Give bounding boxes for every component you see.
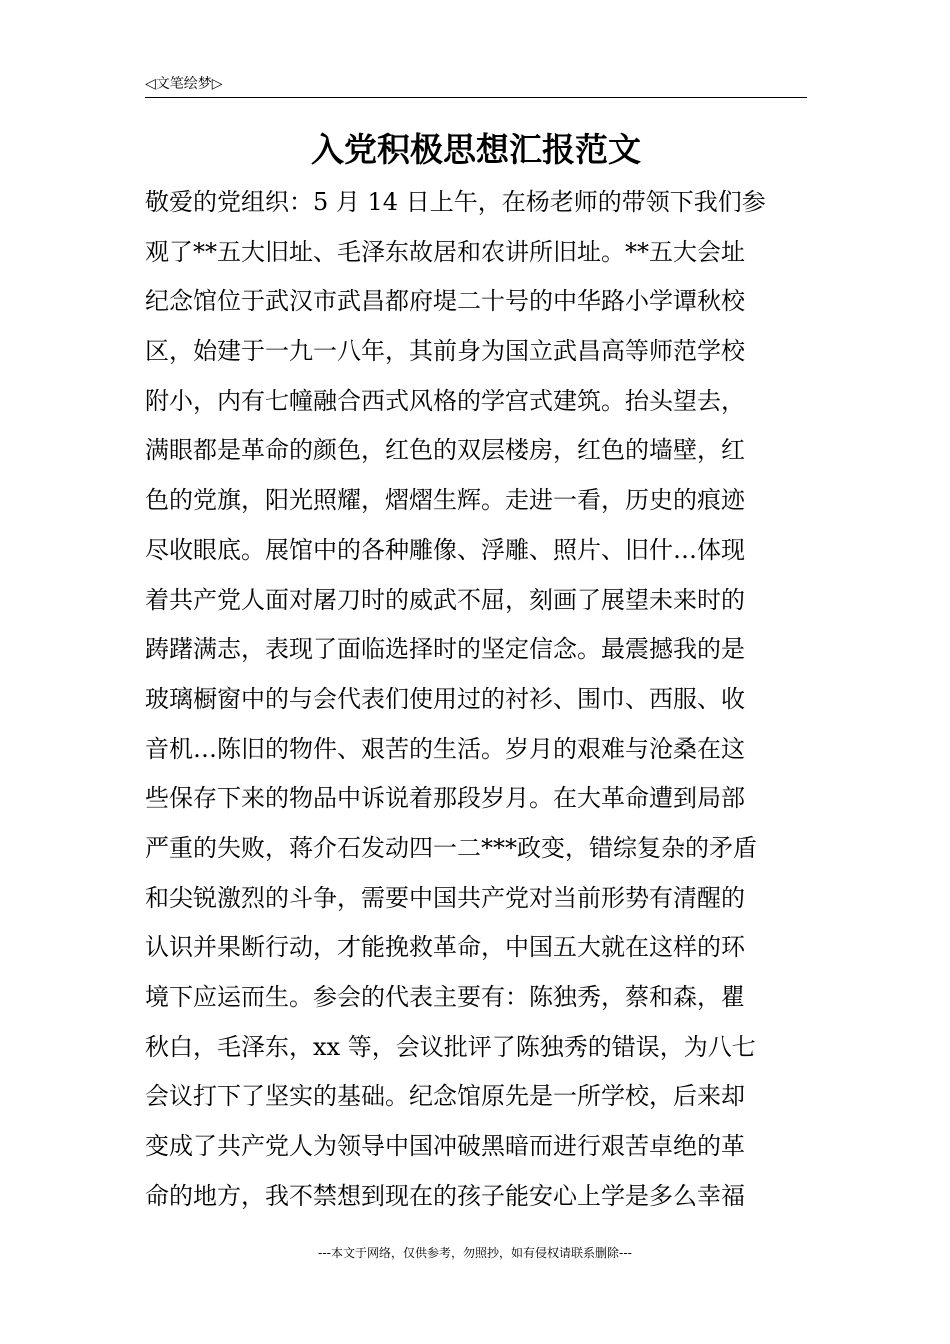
body-text bbox=[145, 178, 815, 1221]
body-line: 认识并果断行动，才能挽救革命，中国五大就在这样的环 bbox=[145, 933, 745, 962]
body-line: 会议打下了坚实的基础。纪念馆原先是一所学校，后来却 bbox=[145, 1082, 745, 1111]
body-line: 玻璃橱窗中的与会代表们使用过的衬衫、围巾、西服、收 bbox=[145, 684, 745, 713]
body-line: 变成了共产党人为领导中国冲破黑暗而进行艰苦卓绝的革 bbox=[145, 1132, 745, 1161]
body-line: 纪念馆位于武汉市武昌都府堤二十号的中华路小学谭秋校 bbox=[145, 287, 745, 316]
header-tag: ◁文笔绘梦▷ bbox=[145, 76, 223, 92]
header-divider bbox=[145, 97, 807, 98]
body-line: 尽收眼底。展馆中的各种雕像、浮雕、照片、旧什…体现 bbox=[145, 535, 745, 564]
body-line: 些保存下来的物品中诉说着那段岁月。在大革命遭到局部 bbox=[145, 784, 745, 813]
body-line: 色的党旗，阳光照耀，熠熠生辉。走进一看，历史的痕迹 bbox=[145, 486, 745, 515]
footer-disclaimer: ---本文于网络，仅供参考，勿照抄，如有侵权请联系删除--- bbox=[318, 1246, 632, 1260]
body-line: 满眼都是革命的颜色，红色的双层楼房，红色的墙壁，红 bbox=[145, 436, 745, 465]
body-line: 着共产党人面对屠刀时的威武不屈，刻画了展望未来时的 bbox=[145, 585, 745, 614]
body-line: 命的地方，我不禁想到现在的孩子能安心上学是多么幸福 bbox=[145, 1181, 745, 1210]
body-line: 音机…陈旧的物件、艰苦的生活。岁月的艰难与沧桑在这 bbox=[145, 734, 745, 763]
body-line: 秋白，毛泽东，xx 等，会议批评了陈独秀的错误，为八七 bbox=[145, 1032, 756, 1061]
body-line: 踌躇满志，表现了面临选择时的坚定信念。最震撼我的是 bbox=[145, 635, 745, 664]
body-line: 敬爱的党组织：5 月 14 日上午，在杨老师的带领下我们参 bbox=[145, 188, 766, 216]
body-line: 严重的失败，蒋介石发动四一二***政变，错综复杂的矛盾 bbox=[145, 833, 757, 862]
page-title: 入党积极思想汇报范文 bbox=[311, 130, 641, 169]
body-line: 附小，内有七幢融合西式风格的学宫式建筑。抬头望去， bbox=[145, 386, 745, 415]
body-line: 区，始建于一九一八年，其前身为国立武昌高等师范学校 bbox=[145, 337, 745, 366]
body-line: 观了**五大旧址、毛泽东故居和农讲所旧址。**五大会址 bbox=[145, 237, 745, 266]
body-line: 和尖锐激烈的斗争，需要中国共产党对当前形势有清醒的 bbox=[145, 883, 745, 912]
body-line: 境下应运而生。参会的代表主要有：陈独秀，蔡和森，瞿 bbox=[145, 983, 745, 1011]
